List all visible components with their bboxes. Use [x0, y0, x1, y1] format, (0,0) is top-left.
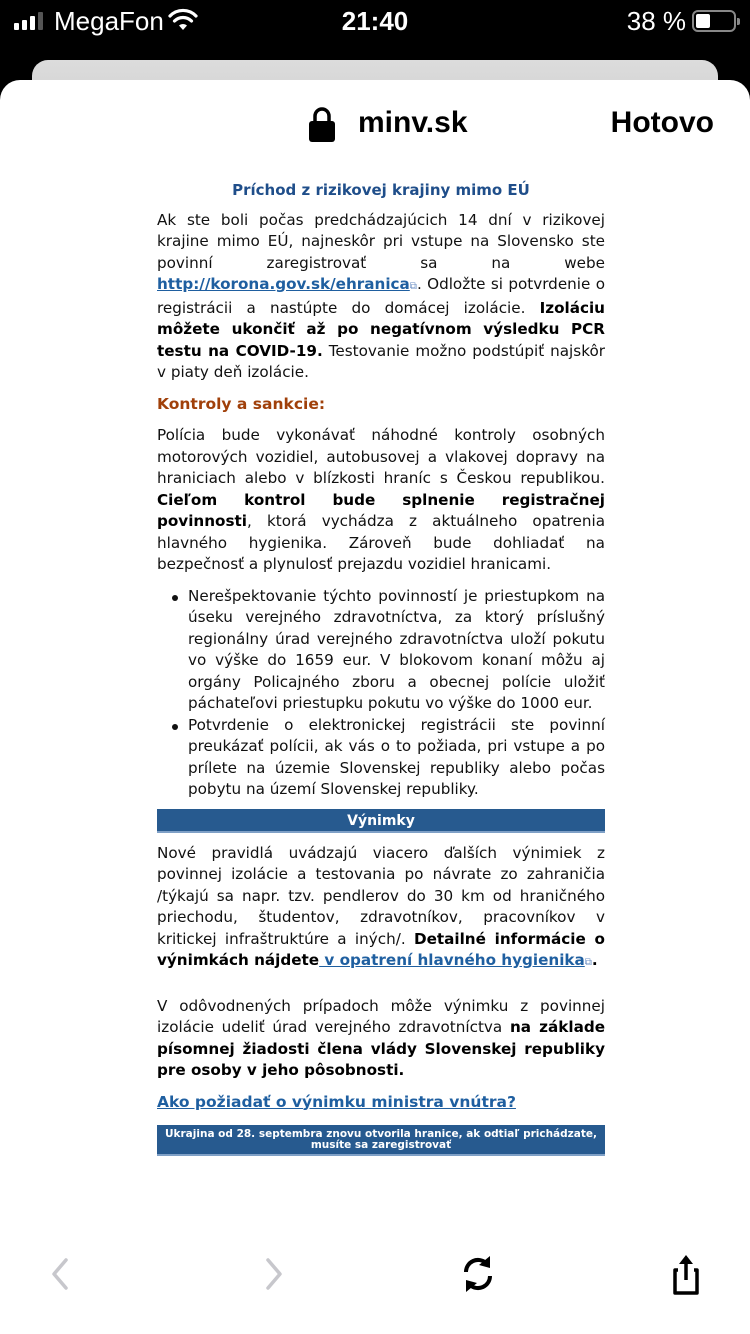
page-title: Príchod z rizikovej krajiny mimo EÚ: [232, 181, 530, 199]
ehranica-link[interactable]: http://korona.gov.sk/ehranica: [157, 275, 410, 293]
exceptions-heading: Výnimky: [157, 809, 605, 833]
controls-heading: Kontroly a sankcie:: [157, 394, 326, 413]
intro-text-3: Testovanie možno podstúpiť najskôr v piaty deň izolácie.: [157, 341, 605, 381]
controls-paragraph: [157, 425, 605, 576]
reload-icon[interactable]: [456, 1252, 500, 1296]
external-link-icon: ⧉: [409, 281, 417, 292]
list-item: Potvrdenie o elektronickej registrácii ste povinní preukázať polícii, ak vás o to požiada, pri vstupe a po prílete na územie Slovenskej republiky alebo počas pobytu na území Slovenskej republiky.: [157, 715, 605, 801]
exceptions-bold-text: Detailné informácie o výnimkách nájdete: [157, 929, 605, 969]
lock-icon: [308, 106, 336, 142]
battery-icon: [692, 10, 736, 32]
external-link-icon: ⧉: [584, 957, 592, 968]
exceptions-period: .: [591, 951, 598, 969]
carrier-name: MegaFon: [54, 6, 164, 36]
exceptions-paragraph: [157, 843, 605, 974]
ukraine-banner[interactable]: Ukrajina od 28. septembra znovu otvorila hranice, ak odtiaľ prichádzate, musíte sa zaregistrovať: [157, 1125, 605, 1156]
page-domain: minv.sk: [358, 106, 468, 139]
exceptions-text: Nové pravidlá uvádzajú viacero ďalších výnimiek z povinnej izolácie a testovania po návrate zo zahraničia /týkajú sa napr. tzv. pendlerov do 30 km od hraničného priechodu, študentov, zdravotníkov, pracovníkov v kritickej infraštruktúre a iných/.: [157, 843, 605, 948]
list-item: Nerešpektovanie týchto povinností je priestupkom na úseku verejného zdravotníctva, za ktorý príslušný regionálny úrad verejného zdravotníctva uloží pokutu vo výške do 1659 eur. V blokovom konaní môžu aj orgány Policajného zboru a obecnej polície uložiť páchateľovi priestupku pokutu vo výške do 1000 eur.: [157, 586, 605, 715]
browser-header: [0, 80, 750, 170]
chevron-right-icon[interactable]: [250, 1252, 294, 1296]
safari-view-sheet: [0, 80, 750, 1334]
controls-bold-text: Cieľom kontrol bude splnenie registračnej povinnosti: [157, 490, 605, 530]
controls-text-2: , ktorá vychádza z aktuálneho opatrenia hlavného hygienika. Zároveň bude dohliadať na bezpečnosť a plynulosť prejazdu vozidiel hranicami.: [157, 512, 605, 573]
clock: 21:40: [341, 6, 409, 36]
intro-text: Ak ste boli počas predchádzajúcich 14 dní v rizikovej krajine mimo EÚ, najneskôr pri vstupe na Slovensko ste povinní zaregistrovať sa na webe: [157, 210, 605, 272]
page-content: [157, 180, 605, 1156]
minister-bold-text: na základe písomnej žiadosti člena vlády Slovenskej republiky pre osoby v jeho pôsobnosti.: [157, 1018, 606, 1079]
intro-paragraph: [157, 210, 605, 384]
browser-toolbar: [0, 1236, 750, 1334]
chevron-left-icon[interactable]: [40, 1252, 84, 1296]
minister-text: V odôvodnených prípadoch môže výnimku z povinnej izolácie udeliť úrad verejného zdravotníctva: [157, 996, 605, 1036]
done-button[interactable]: Hotovo: [610, 106, 714, 139]
minister-paragraph: [157, 996, 605, 1082]
controls-text: Polícia bude vykonávať náhodné kontroly osobných motorových vozidiel, autobusovej a vlakovej dopravy na hraniciach alebo v blízkosti hraníc s Českou republikou.: [157, 426, 605, 487]
share-icon[interactable]: [664, 1252, 708, 1296]
minister-exception-link[interactable]: Ako požiadať o výnimku ministra vnútra?: [157, 1092, 516, 1111]
sanctions-list: [157, 586, 605, 801]
intro-bold-text: Izoláciu môžete ukončiť až po negatívnom výsledku PCR testu na COVID-19.: [157, 298, 605, 360]
battery-percent: 38 %: [626, 6, 686, 36]
intro-text-2: . Odložte si potvrdenie o registrácii a nastúpte do domácej izolácie.: [157, 275, 605, 317]
hygienist-measure-link[interactable]: v opatrení hlavného hygienika: [319, 951, 585, 969]
status-bar: [0, 0, 750, 44]
